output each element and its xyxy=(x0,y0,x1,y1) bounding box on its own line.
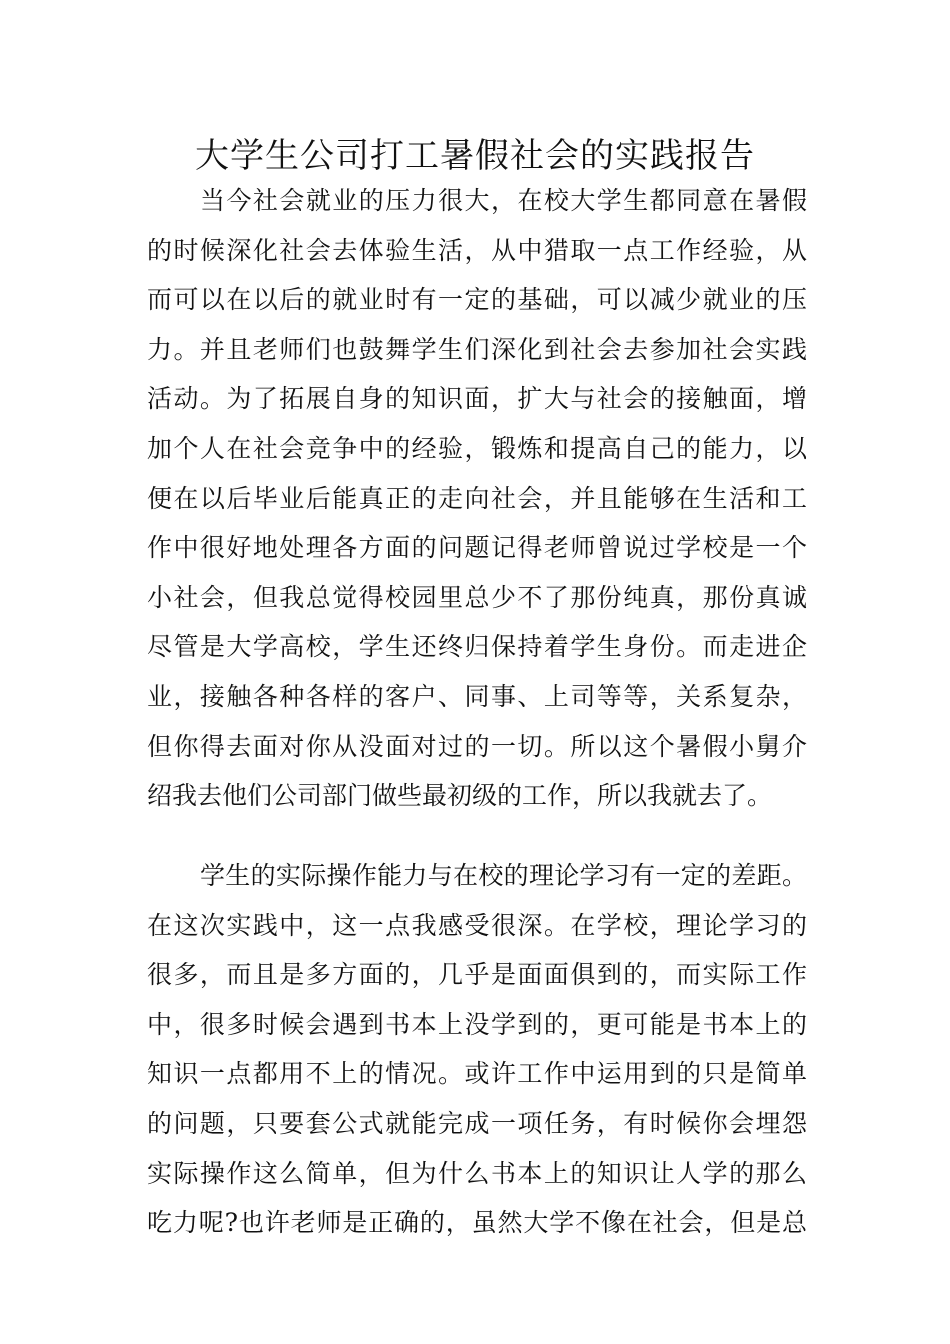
text-line: 知识一点都用不上的情况。或许工作中运用到的只是简单 xyxy=(147,1059,807,1089)
text-line: 但你得去面对你从没面对过的一切。所以这个暑假小舅介 xyxy=(147,731,807,761)
text-line: 当今社会就业的压力很大，在校大学生都同意在暑假 xyxy=(200,186,807,215)
text-line: 尽管是大学高校，学生还终归保持着学生身份。而走进企 xyxy=(147,632,807,662)
text-line: 的时候深化社会去体验生活，从中猎取一点工作经验，从 xyxy=(147,235,807,265)
text-line: 作中很好地处理各方面的问题记得老师曾说过学校是一个 xyxy=(147,533,807,563)
text-line: 便在以后毕业后能真正的走向社会，并且能够在生活和工 xyxy=(147,483,807,513)
text-line: 而可以在以后的就业时有一定的基础，可以减少就业的压 xyxy=(147,285,807,315)
text-line: 很多，而且是多方面的，几乎是面面俱到的，而实际工作 xyxy=(147,960,807,990)
text-line: 实际操作这么简单，但为什么书本上的知识让人学的那么 xyxy=(147,1158,807,1188)
text-line: 在这次实践中，这一点我感受很深。在学校，理论学习的 xyxy=(147,910,807,940)
text-line: 加个人在社会竞争中的经验，锻炼和提高自己的能力，以 xyxy=(147,433,807,463)
text-line: 业，接触各种各样的客户、同事、上司等等，关系复杂， xyxy=(147,681,807,711)
text-line: 中，很多时候会遇到书本上没学到的，更可能是书本上的 xyxy=(147,1009,807,1039)
text-line: 绍我去他们公司部门做些最初级的工作，所以我就去了。 xyxy=(147,781,773,811)
text-line: 活动。为了拓展自身的知识面，扩大与社会的接触面，增 xyxy=(147,384,807,414)
text-line: 的问题，只要套公式就能完成一项任务，有时候你会埋怨 xyxy=(147,1108,807,1138)
text-line: 学生的实际操作能力与在校的理论学习有一定的差距。 xyxy=(200,861,807,890)
paragraph-1 xyxy=(147,176,807,821)
document-title: 大学生公司打工暑假社会的实践报告 xyxy=(195,136,755,176)
paragraph-2 xyxy=(147,851,807,1248)
text-line: 吃力呢?也许老师是正确的，虽然大学不像在社会，但是总 xyxy=(147,1208,807,1238)
text-line: 力。并且老师们也鼓舞学生们深化到社会去参加社会实践 xyxy=(147,334,807,364)
text-line: 小社会，但我总觉得校园里总少不了那份纯真，那份真诚 xyxy=(147,582,807,612)
